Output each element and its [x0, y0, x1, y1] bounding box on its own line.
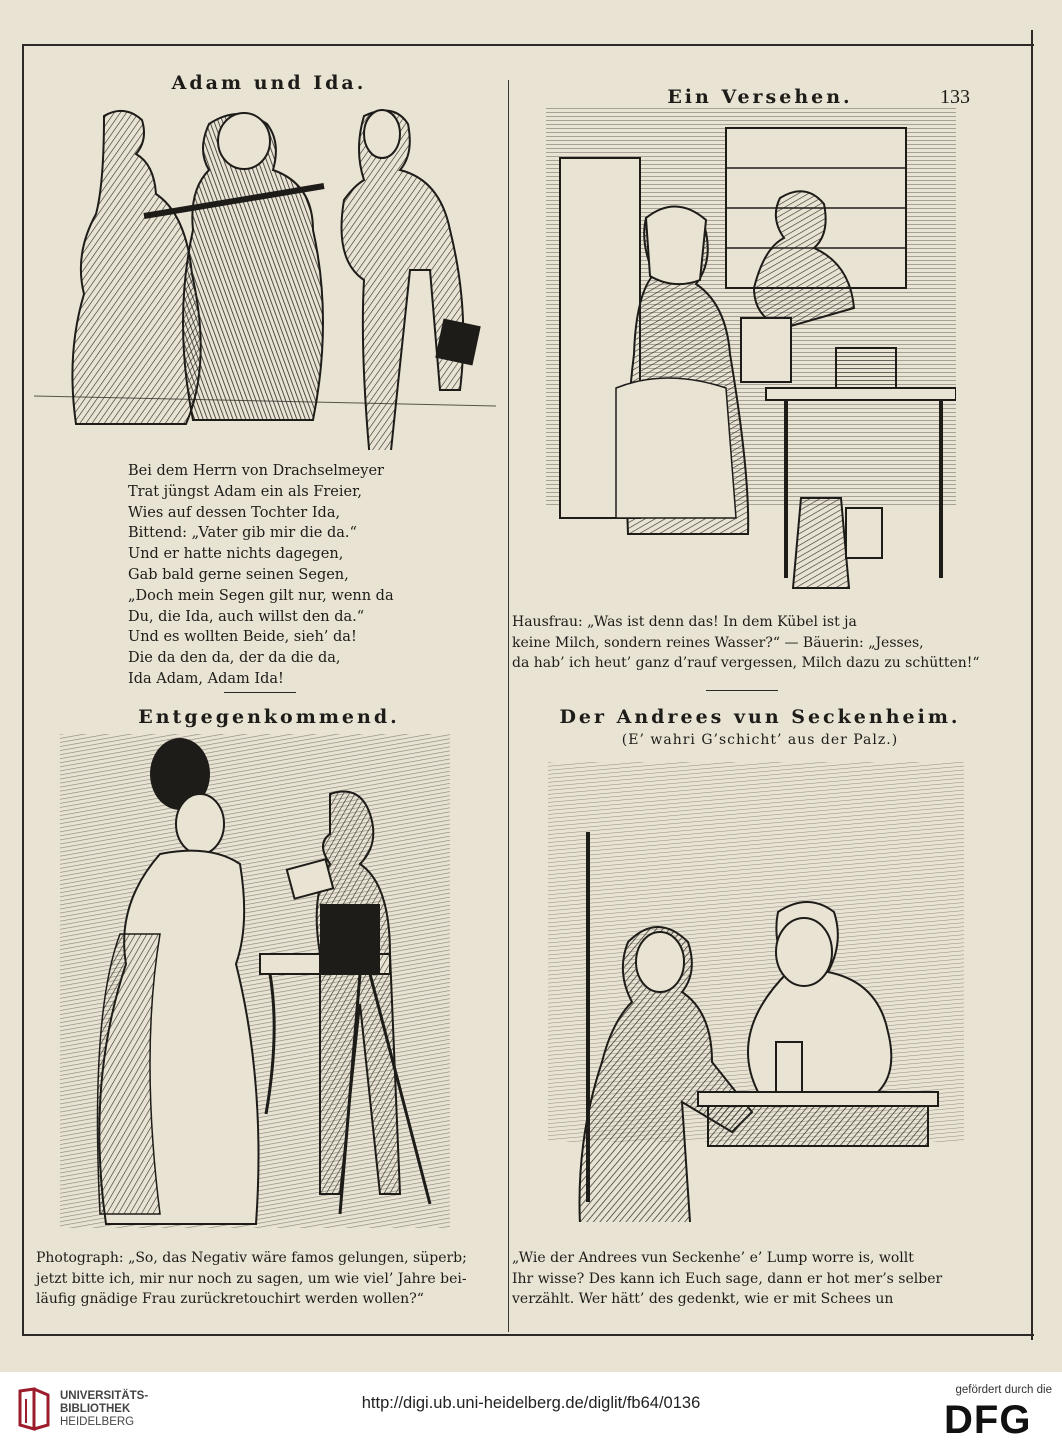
poem-line: Und es wollten Beide, sieh’ da! — [128, 629, 357, 646]
caption-entgegenkommend — [36, 1248, 500, 1310]
funded-by-label: gefördert durch die — [955, 1384, 1052, 1396]
caption-line: Hausfrau: „Was ist denn das! In dem Kübel ist ja — [512, 614, 857, 630]
caption-ein-versehen — [512, 612, 978, 674]
caption-der-andrees — [512, 1248, 978, 1310]
poem-line: Die da den da, der da die da, — [128, 650, 341, 667]
dfg-logo[interactable]: DFG — [944, 1398, 1032, 1442]
caption-line: „Wie der Andrees vun Seckenhe’ e’ Lump worre is, wollt — [512, 1250, 914, 1266]
caption-line: verzählt. Wer hätt’ des gedenkt, wie er mit Schees un — [512, 1291, 894, 1307]
caption-line: Ihr wisse? Des kann ich Euch sage, dann er hot mer’s selber — [512, 1270, 943, 1287]
column-divider — [508, 80, 509, 1332]
caption-line: keine Milch, sondern reines Wasser?“ — Bäuerin: „Jesses, — [512, 634, 924, 651]
subtitle-der-andrees: (E’ wahri G’schicht’ aus der Palz.) — [621, 732, 899, 748]
poem-line: Bei dem Herrn von Drachselmeyer — [128, 463, 384, 479]
title-entgegenkommend: Entgegenkommend. — [138, 706, 400, 728]
section-rule — [224, 692, 296, 693]
poem-adam-und-ida — [128, 461, 458, 690]
library-name-line1: UNIVERSITÄTS- — [60, 1390, 149, 1402]
poem-line: Wies auf dessen Tochter Ida, — [128, 504, 341, 521]
permalink-url[interactable]: http://digi.ub.uni-heidelberg.de/diglit/fb64/0136 — [361, 1394, 701, 1412]
illustration-adam-und-ida — [34, 96, 496, 450]
caption-line: da hab’ ich heut’ ganz d’rauf vergessen, Milch dazu zu schütten!“ — [512, 655, 980, 671]
poem-line: „Doch mein Segen gilt nur, wenn da — [128, 587, 394, 604]
caption-line: jetzt bitte ich, mir nur noch zu sagen, um wie viel’ Jahre bei- — [36, 1270, 467, 1287]
poem-line: Du, die Ida, auch willst den da.“ — [128, 608, 365, 625]
caption-line: Photograph: „So, das Negativ wäre famos gelungen, süperb; — [36, 1250, 467, 1266]
library-name-line2: BIBLIOTHEK — [60, 1403, 131, 1415]
poem-line: Trat jüngst Adam ein als Freier, — [128, 483, 363, 500]
poem-line: Gab bald gerne seinen Segen, — [128, 566, 349, 583]
poem-line: Und er hatte nichts dagegen, — [128, 546, 344, 563]
illustration-entgegenkommend — [60, 734, 450, 1228]
illustration-der-andrees — [548, 762, 964, 1222]
library-name-line3: HEIDELBERG — [60, 1416, 135, 1428]
poem-line: Bittend: „Vater gib mir die da.“ — [128, 525, 357, 542]
illustration-ein-versehen — [546, 108, 956, 593]
title-der-andrees: Der Andrees vun Seckenheim. — [559, 706, 961, 728]
poem-line: Ida Adam, Adam Ida! — [128, 670, 284, 687]
section-rule — [706, 690, 778, 691]
title-adam-und-ida: Adam und Ida. — [171, 72, 367, 94]
page-border-right — [1031, 30, 1033, 1340]
caption-line: läufig gnädige Frau zurückretouchirt werden wollen?“ — [36, 1291, 424, 1307]
title-ein-versehen: Ein Versehen. — [667, 86, 853, 108]
page-number: 133 — [940, 86, 970, 108]
